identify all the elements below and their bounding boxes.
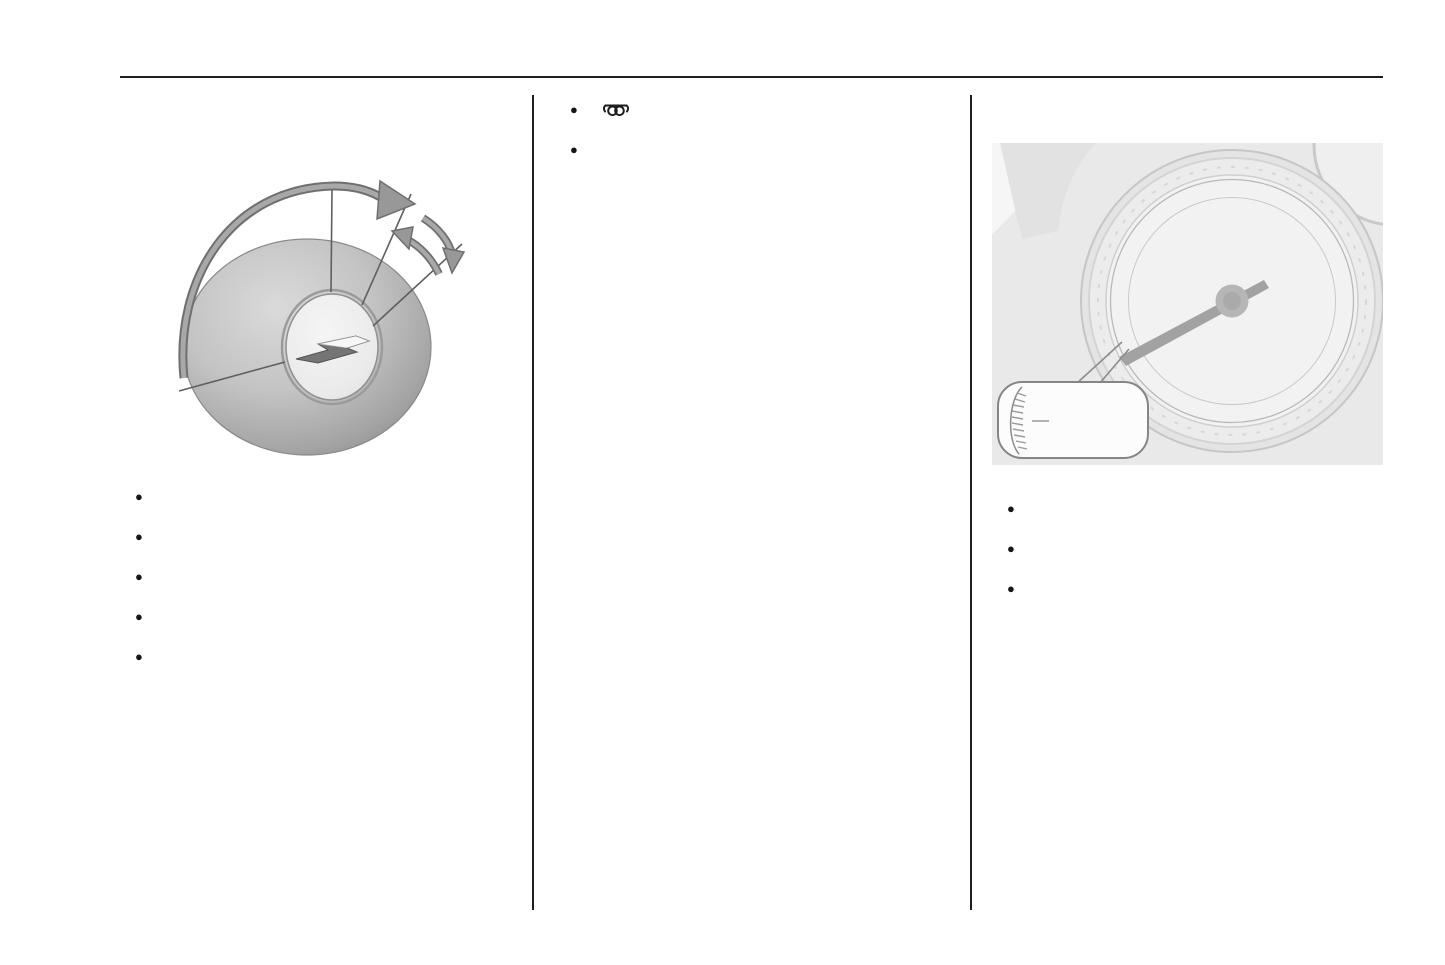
bullet-marker: ● [1007, 581, 1015, 596]
spring-return-arrows-2-3 [392, 218, 464, 274]
stop-start-column [992, 485, 1386, 614]
bullet-text [1037, 534, 1386, 563]
list-item [992, 574, 1386, 603]
pointer-line-1 [331, 190, 332, 292]
list-item [992, 494, 1386, 523]
needle-hub-center [1223, 292, 1241, 310]
column-divider-left [532, 95, 534, 910]
bullet-text [165, 642, 520, 671]
list-item [120, 482, 520, 511]
stop-start-bullet-list [992, 494, 1386, 603]
list-item [555, 95, 957, 124]
glow-plug-icon [602, 101, 630, 119]
tachometer-image [992, 143, 1383, 465]
bullet-marker: ● [570, 142, 578, 157]
bullet-marker: ● [135, 529, 143, 544]
list-item [992, 534, 1386, 563]
bullet-marker: ● [135, 649, 143, 664]
bullet-text [1037, 494, 1386, 523]
list-item [120, 602, 520, 631]
list-item [120, 562, 520, 591]
bullet-marker: ● [135, 489, 143, 504]
bullet-marker: ● [570, 102, 578, 117]
bullet-marker: ● [135, 609, 143, 624]
bullet-text [600, 95, 957, 124]
middle-column [555, 95, 957, 178]
engine-start-bullet-list [120, 482, 520, 682]
bullet-marker: ● [1007, 501, 1015, 516]
bullet-marker: ● [135, 569, 143, 584]
ignition-switch-diagram [122, 150, 510, 462]
bullet-text [165, 522, 520, 551]
autostop-callout [998, 382, 1148, 458]
bullet-text [165, 562, 520, 591]
bullet-text [600, 135, 957, 164]
diesel-bullet-list [555, 95, 957, 164]
column-divider-right [970, 95, 972, 910]
list-item [120, 522, 520, 551]
bullet-text [1037, 574, 1386, 603]
list-item [120, 642, 520, 671]
header-rule [120, 76, 1383, 78]
bullet-marker: ● [1007, 541, 1015, 556]
bullet-text [165, 602, 520, 631]
bullet-text [165, 482, 520, 511]
list-item [555, 135, 957, 164]
